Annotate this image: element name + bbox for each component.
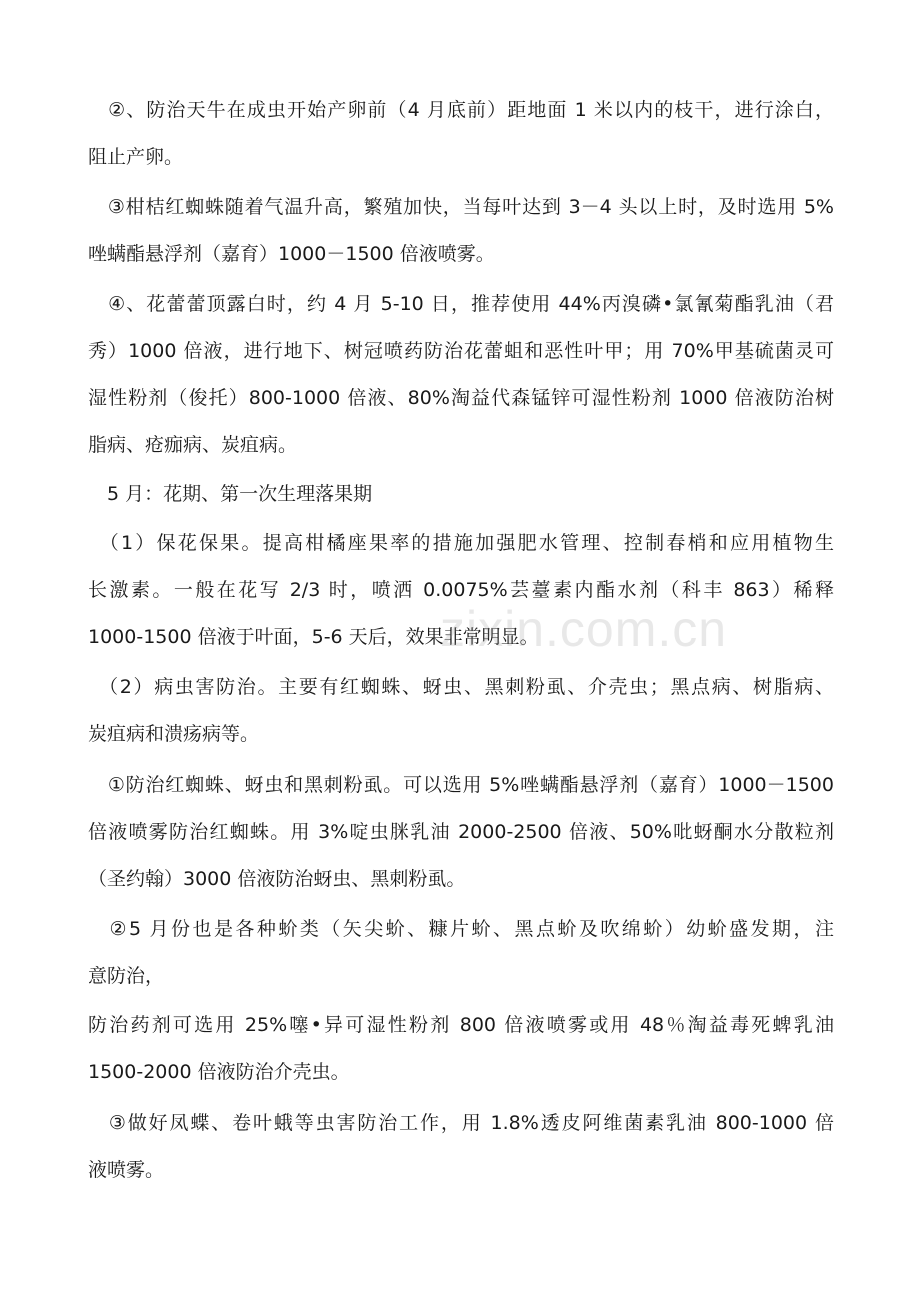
- text-line: 唑螨酯悬浮剂（嘉育）1000－1500 倍液喷雾。: [88, 243, 495, 265]
- text-line: ②5 月份也是各种蚧类（矢尖蚧、糠片蚧、黑点蚧及吹绵蚧）幼蚧盛发期，注: [88, 918, 834, 940]
- paragraph-red-spider: [88, 184, 834, 278]
- text-line: ②、防治天牛在成虫开始产卵前（4 月底前）距地面 1 米以内的枝干，进行涂白，: [88, 99, 834, 121]
- text-line: （圣约翰）3000 倍液防治蚜虫、黑刺粉虱。: [88, 868, 466, 890]
- text-line: 湿性粉剂（俊托）800-1000 倍液、80%淘益代森锰锌可湿性粉剂 1000 倍液防治树: [88, 387, 834, 409]
- text-line: 倍液喷雾防治红蜘蛛。用 3%啶虫脒乳油 2000-2500 倍液、50%吡蚜酮水分散粒剂: [88, 821, 834, 843]
- text-line: 秀）1000 倍液，进行地下、树冠喷药防治花蕾蛆和恶性叶甲；用 70%甲基硫菌灵可: [88, 340, 834, 362]
- text-line: 1500-2000 倍液防治介壳虫。: [88, 1061, 350, 1083]
- text-line: 1000-1500 倍液于叶面，5-6 天后，效果非常明显。: [88, 626, 539, 648]
- paragraph-red-spider-aphid: [88, 762, 834, 903]
- paragraph-butterfly: [88, 1100, 834, 1194]
- text-line: ①防治红蜘蛛、蚜虫和黑刺粉虱。可以选用 5%唑螨酯悬浮剂（嘉育）1000－1500: [88, 774, 834, 796]
- text-line: （2）病虫害防治。主要有红蜘蛛、蚜虫、黑刺粉虱、介壳虫；黑点病、树脂病、: [88, 676, 834, 698]
- text-line: 长激素。一般在花写 2/3 时，喷洒 0.0075%芸薹素内酯水剂（科丰 863）稀释: [88, 579, 834, 601]
- text-line: 意防治，: [88, 965, 165, 987]
- paragraph-protect-flowers: [88, 520, 834, 661]
- paragraph-scale-insects: [88, 906, 834, 1000]
- text-line: 脂病、疮痂病、炭疽病。: [88, 434, 298, 456]
- text-line: 炭疽病和溃疡病等。: [88, 723, 260, 745]
- text-line: 液喷雾。: [88, 1159, 165, 1181]
- section-heading-may: [88, 471, 834, 518]
- text-line: 防治药剂可选用 25%噻•异可湿性粉剂 800 倍液喷雾或用 48％淘益毒死蜱乳油: [88, 1014, 834, 1036]
- paragraph-flower-bud: [88, 281, 834, 469]
- paragraph-pest-control: [88, 664, 834, 758]
- text-line: 阻止产卵。: [88, 146, 184, 168]
- text-line: ④、花蕾蕾顶露白时，约 4 月 5-10 日，推荐使用 44%丙溴磷•氯氰菊酯乳油（君: [88, 293, 834, 315]
- watermark: zixin.com.cn: [440, 601, 728, 657]
- text-line: （1）保花保果。提高柑橘座果率的措施加强肥水管理、控制春梢和应用植物生: [88, 532, 834, 554]
- text-line: ③柑桔红蜘蛛随着气温升高，繁殖加快，当每叶达到 3－4 头以上时，及时选用 5%: [88, 196, 834, 218]
- paragraph-pesticide: [88, 1002, 834, 1096]
- paragraph-tianniu: [88, 87, 834, 181]
- text-line: ③做好凤蝶、卷叶蛾等虫害防治工作，用 1.8%透皮阿维菌素乳油 800-1000 倍: [88, 1112, 834, 1134]
- text-line: 5 月：花期、第一次生理落果期: [88, 483, 373, 505]
